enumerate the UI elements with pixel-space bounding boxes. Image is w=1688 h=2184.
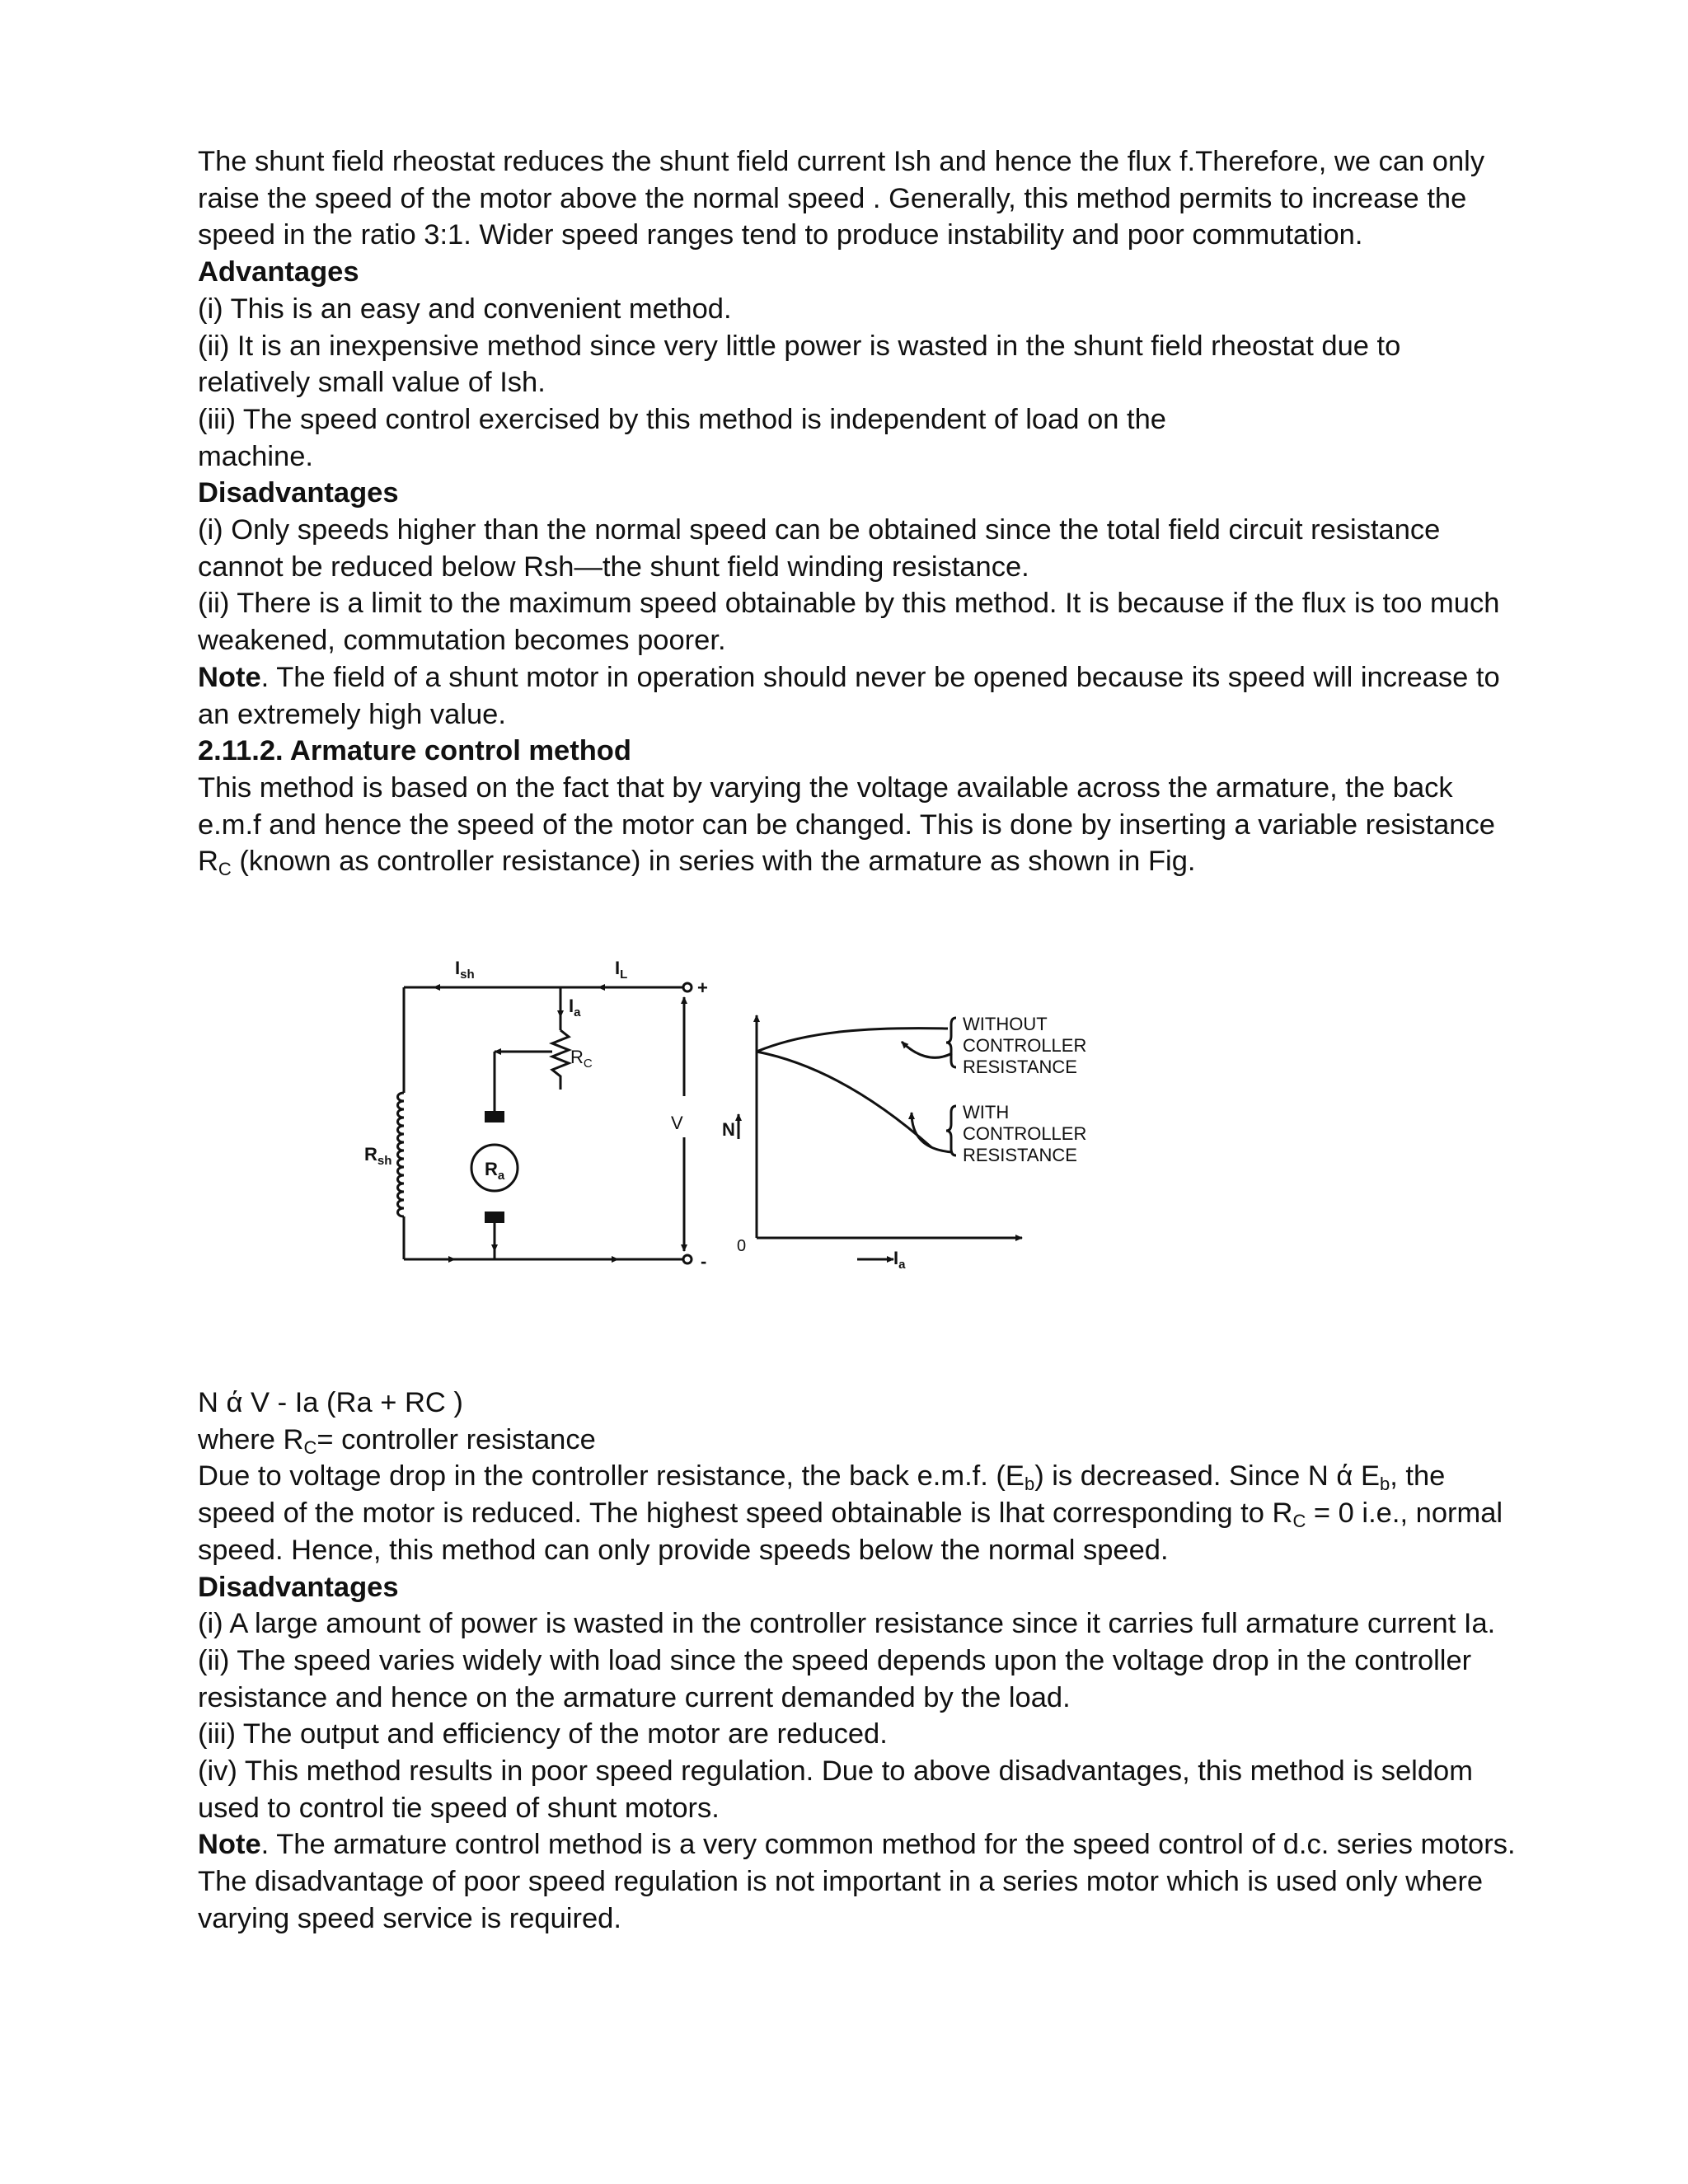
where-text-a: where R	[198, 1423, 304, 1455]
brace-with	[946, 1106, 956, 1155]
where-sub: C	[303, 1436, 317, 1458]
back-emf-text-c: , the speed of the motor is reduced. The highest speed obtainable is lhat corresponding to R	[198, 1460, 1446, 1530]
plus-label: +	[697, 977, 708, 998]
ia-axis-label: $I_a$	[893, 1248, 906, 1272]
advantage-item-1: (i) This is an easy and convenient method.	[198, 293, 732, 325]
armature-note-paragraph	[198, 1826, 1517, 1937]
brush-top	[485, 1111, 504, 1122]
pointer-without	[902, 1042, 952, 1057]
armature-disadvantage-item-2: (ii) The speed varies widely with load since the speed depends upon the voltage drop in the controller resistance and hence on the armature current demanded by the load.	[198, 1644, 1472, 1713]
back-emf-sub-3: C	[1292, 1511, 1306, 1532]
speed-formula: N ά V - Ia (Ra + RC )	[198, 1387, 463, 1418]
circuit-and-speed-graph-figure	[346, 931, 1104, 1294]
rsh-label: $R_{sh}$	[364, 1144, 392, 1168]
il-label: $I_L$	[615, 958, 628, 982]
with-controller-label: WITH CONTROLLER RESISTANCE	[963, 1102, 1087, 1165]
note-label: Note	[198, 661, 261, 693]
back-emf-text-b: ) is decreased. Since N ά E	[1034, 1460, 1380, 1493]
pointer-with	[912, 1113, 952, 1152]
armature-disadvantage-item-4: (iv) This method results in poor speed regulation. Due to above disadvantages, this method is seldom used to control tie speed of shunt motors.	[198, 1755, 1473, 1824]
note-text: . The field of a shunt motor in operation should never be opened because its speed will increase to an extremely high value.	[198, 661, 1500, 730]
where-text-b: = controller resistance	[316, 1423, 596, 1455]
minus-label: -	[701, 1251, 707, 1272]
voltage-label: V	[671, 1113, 683, 1133]
n-label: N	[722, 1119, 735, 1140]
armature-intro-text-b: (known as controller resistance) in series with the armature as shown in Fig.	[231, 846, 1196, 878]
brush-bottom	[485, 1212, 504, 1223]
bottom-text-block	[198, 1385, 1517, 1938]
armature-disadvantage-item-1: (i) A large amount of power is wasted in the controller resistance since it carries full armature current Ia.	[198, 1608, 1496, 1640]
armature-disadvantages-heading: Disadvantages	[198, 1571, 399, 1603]
intro-paragraph: The shunt field rheostat reduces the shunt field current Ish and hence the flux f.Therefore, we can only raise the speed of the motor above the normal speed . Generally, this method permits to increase the speed in the ratio 3:1. Wider speed ranges tend to produce instability and poor commutation.	[198, 146, 1485, 251]
origin-label: 0	[737, 1237, 747, 1255]
armature-intro-paragraph	[198, 770, 1517, 880]
ia-label: $I_a$	[569, 996, 581, 1019]
rc-label: $R_C$	[570, 1047, 593, 1071]
controller-resistor	[552, 1030, 569, 1090]
disadvantage-item-1: (i) Only speeds higher than the normal speed can be obtained since the total field circuit resistance cannot be reduced below Rsh—the shunt field winding resistance.	[198, 514, 1441, 583]
advantages-heading: Advantages	[198, 256, 359, 288]
advantage-item-3-line-1: (iii) The speed control exercised by this method is independent of load on the	[198, 403, 1166, 435]
disadvantage-item-2: (ii) There is a limit to the maximum speed obtainable by this method. It is because if the flux is too much weakened, commutation becomes poorer.	[198, 588, 1500, 657]
negative-terminal	[683, 1255, 692, 1263]
armature-note-label: Note	[198, 1829, 261, 1861]
top-text-block	[198, 143, 1517, 880]
back-emf-sub-2: b	[1379, 1474, 1390, 1495]
shunt-field-coil	[398, 1093, 405, 1216]
back-emf-paragraph	[198, 1458, 1517, 1568]
ish-label: $I_{sh}$	[455, 958, 475, 982]
back-emf-text-a: Due to voltage drop in the controller resistance, the back e.m.f. (E	[198, 1460, 1025, 1493]
armature-intro-sub: C	[218, 859, 232, 880]
curve-with-controller	[757, 1052, 931, 1147]
section-heading: 2.11.2. Armature control method	[198, 735, 631, 767]
note-paragraph	[198, 659, 1517, 733]
advantage-item-3-line-2: machine.	[198, 440, 313, 472]
back-emf-sub-1: b	[1024, 1474, 1035, 1495]
back-emf-text-d: = 0 i.e., normal speed. Hence, this method can only provide speeds below the normal speed.	[198, 1497, 1503, 1566]
armature-disadvantage-item-3: (iii) The output and efficiency of the motor are reduced.	[198, 1718, 888, 1750]
advantage-item-2: (ii) It is an inexpensive method since very little power is wasted in the shunt field rheostat due to relatively small value of Ish.	[198, 330, 1401, 399]
armature-note-text: . The armature control method is a very common method for the speed control of d.c. series motors. The disadvantage of poor speed regulation is not important in a series motor which is used only where varying speed service is required.	[198, 1829, 1516, 1934]
circuit-diagram	[398, 987, 687, 1259]
disadvantages-heading: Disadvantages	[198, 477, 399, 509]
positive-terminal	[683, 983, 692, 991]
where-line	[198, 1422, 1517, 1459]
curve-without-controller	[757, 1029, 948, 1052]
without-controller-label: WITHOUT CONTROLLER RESISTANCE	[963, 1014, 1087, 1077]
ra-label: $R_a$	[485, 1159, 505, 1183]
brace-without	[946, 1018, 956, 1067]
armature-intro-text-a: This method is based on the fact that by varying the voltage available across the armature, the back e.m.f and hence the speed of the motor can be changed. This is done by inserting a variable resistance R	[198, 771, 1495, 878]
